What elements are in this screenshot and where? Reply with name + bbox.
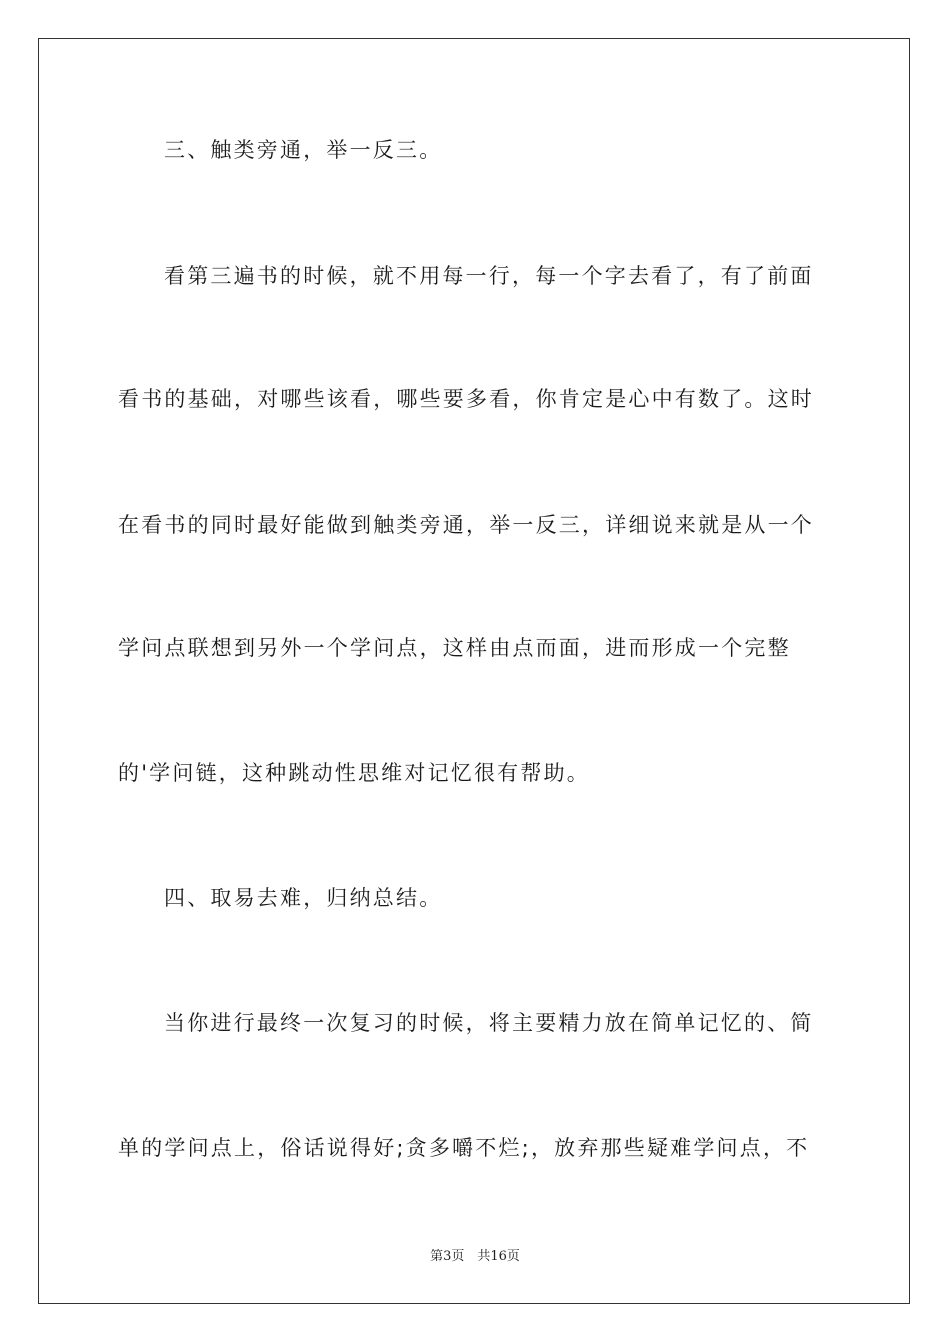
paragraph-line: 在看书的同时最好能做到触类旁通，举一反三，详细说来就是从一个 [118, 513, 814, 537]
paragraph-line: 看书的基础，对哪些该看，哪些要多看，你肯定是心中有数了。这时 [118, 387, 814, 411]
paragraph-line: 单的学问点上，俗话说得好;贪多嚼不烂;，放弃那些疑难学问点，不 [118, 1136, 810, 1160]
page-number-footer: 第3页 共16页 [430, 1249, 520, 1264]
page-border [38, 38, 910, 1304]
section-heading-4: 四、取易去难，归纳总结。 [164, 886, 443, 910]
paragraph-line: 学问点联想到另外一个学问点，这样由点而面，进而形成一个完整 [118, 636, 791, 660]
paragraph-line: 当你进行最终一次复习的时候，将主要精力放在简单记忆的、简 [164, 1011, 814, 1035]
paragraph-line: 看第三遍书的时候，就不用每一行，每一个字去看了，有了前面 [164, 264, 814, 288]
section-heading-3: 三、触类旁通，举一反三。 [164, 138, 443, 162]
paragraph-line: 的'学问链，这种跳动性思维对记忆很有帮助。 [118, 761, 590, 785]
